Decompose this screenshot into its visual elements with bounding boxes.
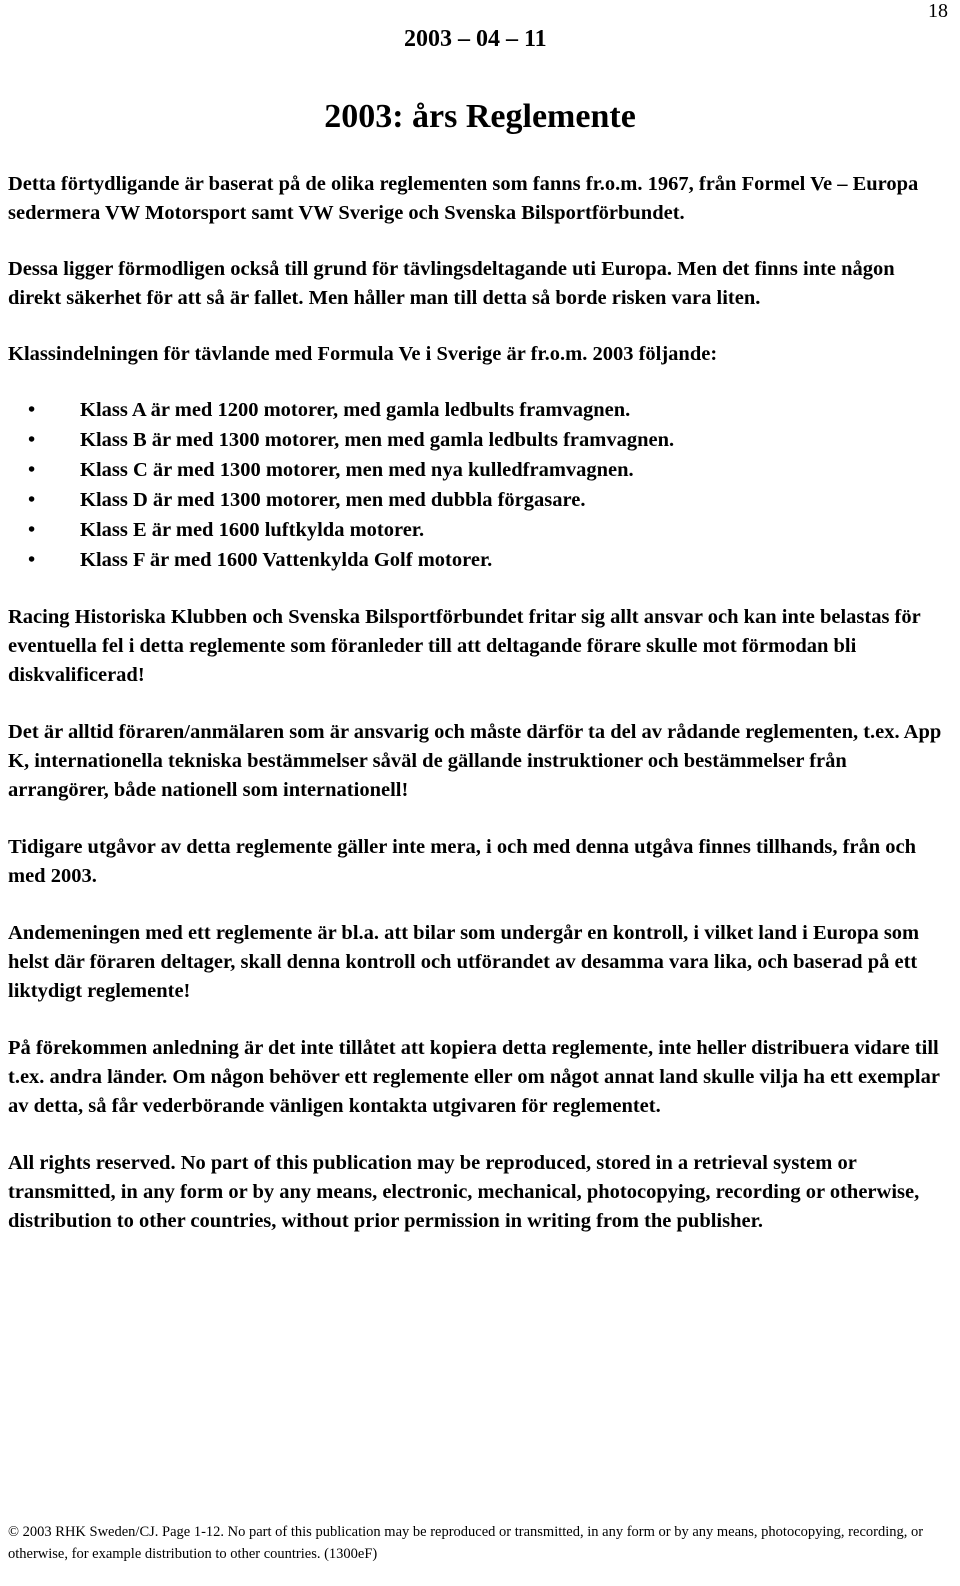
- rights-reserved-paragraph: All rights reserved. No part of this publication may be reproduced, stored in a retrieval system or transmitted, in any form or by any means, electronic, mechanical, photocopying, recording or otherwise, distribution to other countries, without prior permission in writing from the publisher.: [8, 1152, 920, 1232]
- class-f-text: Klass F är med 1600 Vattenkylda Golf motorer.: [80, 549, 493, 571]
- page-footer: © 2003 RHK Sweden/CJ. Page 1-12. No part of this publication may be reproduced or transmitted, in any form or by any means, photocopying, recording, or otherwise, for example distribution to other countries. (1300eF): [8, 1524, 924, 1562]
- class-e-text: Klass E är med 1600 luftkylda motorer.: [80, 519, 425, 541]
- page-number: 18: [928, 0, 948, 22]
- document-date: 2003 – 04 – 11: [404, 26, 547, 52]
- previous-editions-paragraph: Tidigare utgåvor av detta reglemente gäller inte mera, i och med denna utgåva finnes tillhands, från och med 2003.: [8, 836, 917, 887]
- copy-restriction-paragraph: På förekommen anledning är det inte tillåtet att kopiera detta reglemente, inte heller distribuera vidare till t.ex. andra länder. Om någon behöver ett reglemente eller om något annat land skulle vilja ha ett exemplar av detta, så får vederbörande vänligen kontakta utgivaren för reglementet.: [8, 1037, 940, 1117]
- class-intro: Klassindelningen för tävlande med Formula Ve i Sverige är fr.o.m. 2003 följande:: [8, 343, 718, 365]
- bullet-icon: •: [28, 429, 36, 451]
- class-c-text: Klass C är med 1300 motorer, men med nya kulledframvagnen.: [80, 459, 634, 481]
- disclaimer-paragraph: Racing Historiska Klubben och Svenska Bilsportförbundet fritar sig allt ansvar och kan inte belastas för eventuella fel i detta reglemente som föranleder till att deltagande förare skulle mot förmodan bli diskvalificerad!: [8, 606, 921, 686]
- intro-paragraph-2: Dessa ligger förmodligen också till grund för tävlingsdeltagande uti Europa. Men det finns inte någon direkt säkerhet för att så är fallet. Men håller man till detta så borde risken vara liten.: [8, 258, 895, 309]
- bullet-icon: •: [28, 459, 36, 481]
- list-item: [8, 425, 952, 455]
- class-d-text: Klass D är med 1300 motorer, men med dubbla förgasare.: [80, 489, 586, 511]
- list-item: [8, 545, 952, 575]
- list-item: [8, 395, 952, 425]
- list-item: [8, 485, 952, 515]
- intro-paragraph-1: Detta förtydligande är baserat på de olika reglementen som fanns fr.o.m. 1967, från Formel Ve – Europa sedermera VW Motorsport samt VW Sverige och Svenska Bilsportförbundet.: [8, 173, 919, 224]
- responsibility-paragraph: Det är alltid föraren/anmälaren som är ansvarig och måste därför ta del av rådande reglementen, t.ex. App K, internationella tekniska bestämmelser såväl de gällande instruktioner och bestämmelser från arrangörer, både nationell som internationell!: [8, 721, 942, 801]
- class-b-text: Klass B är med 1300 motorer, men med gamla ledbults framvagnen.: [80, 429, 675, 451]
- document-title: 2003: års Reglemente: [324, 98, 636, 135]
- bullet-icon: •: [28, 399, 36, 421]
- list-item: [8, 515, 952, 545]
- bullet-icon: •: [28, 549, 36, 571]
- list-item: [8, 455, 952, 485]
- class-a-text: Klass A är med 1200 motorer, med gamla ledbults framvagnen.: [80, 399, 631, 421]
- bullet-icon: •: [28, 489, 36, 511]
- bullet-icon: •: [28, 519, 36, 541]
- purpose-paragraph: Andemeningen med ett reglemente är bl.a. att bilar som undergår en kontroll, i vilket land i Europa som helst där föraren deltager, skall denna kontroll och utförandet av desamma vara lika, och baserad på ett liktydigt reglemente!: [8, 922, 920, 1002]
- class-list: [8, 395, 952, 575]
- document-body: [8, 170, 952, 1264]
